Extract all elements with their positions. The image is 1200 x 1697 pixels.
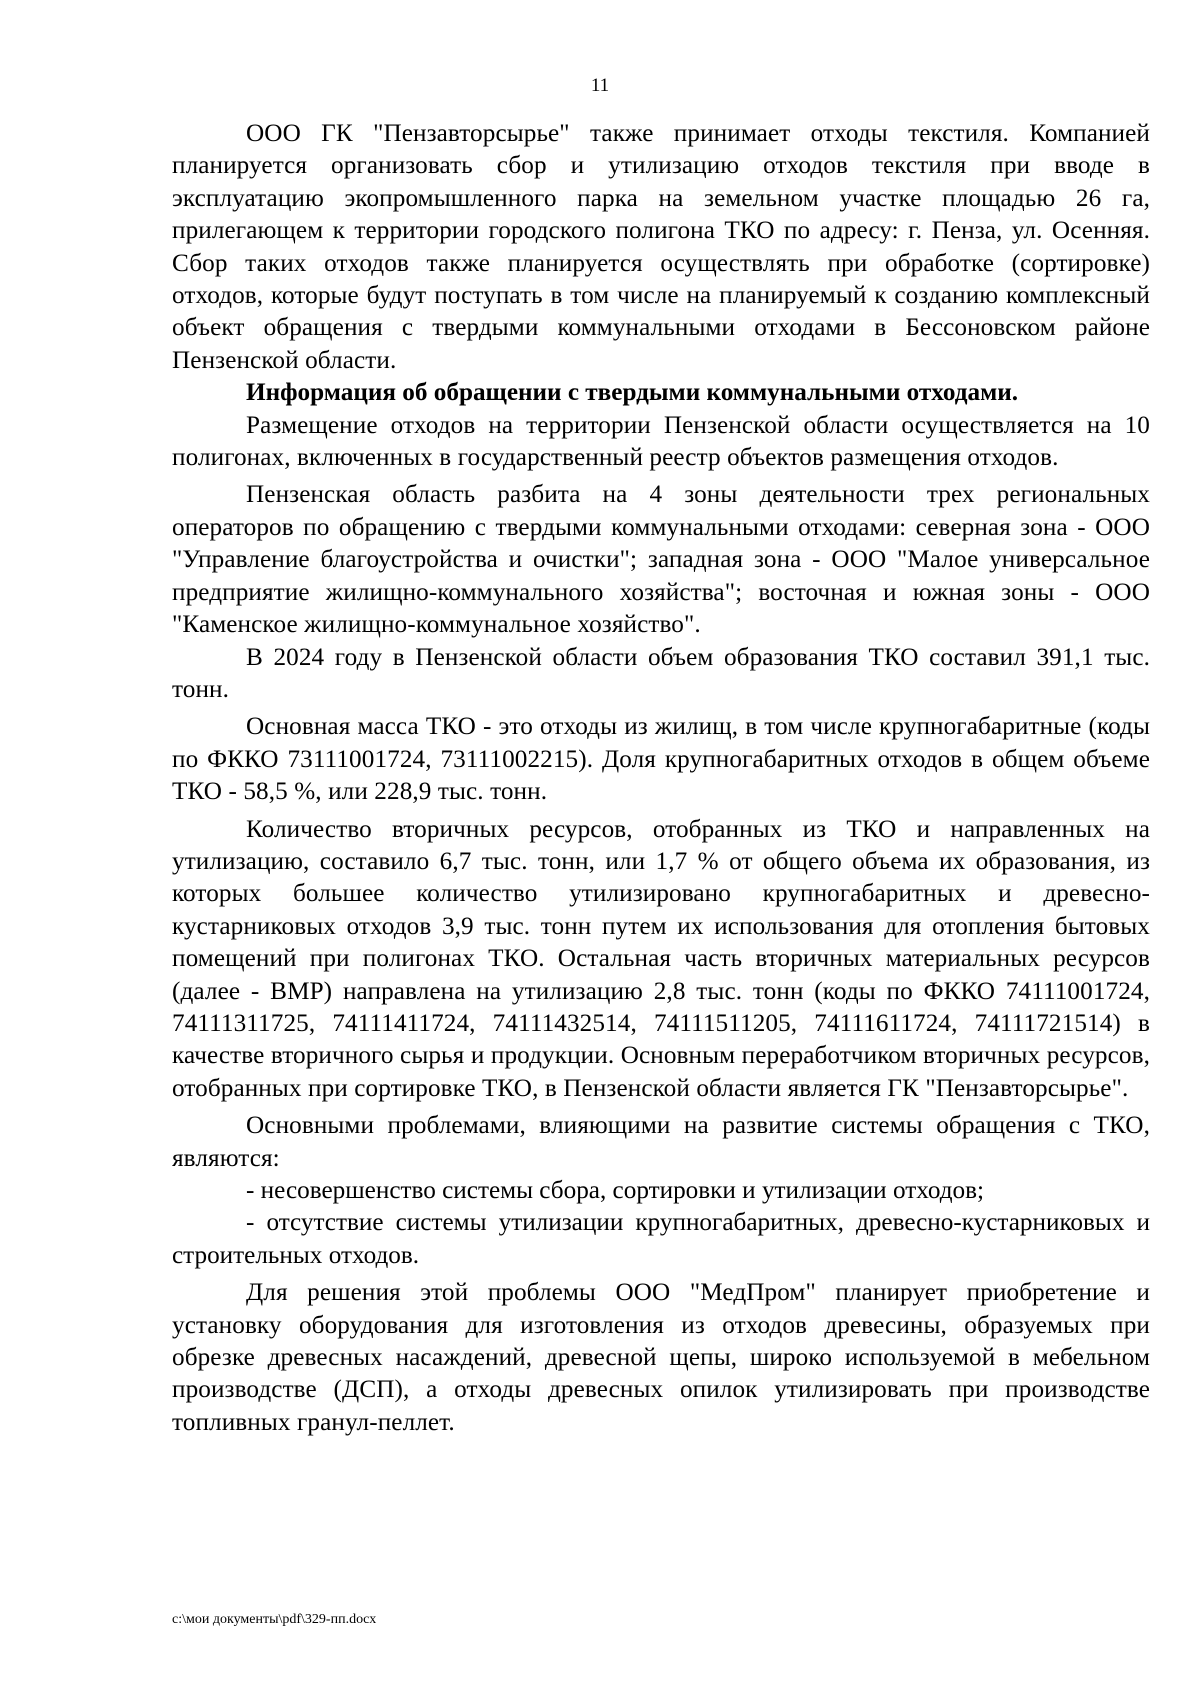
paragraph-problems-intro: Основными проблемами, влияющими на развитие системы обращения с ТКО, являются:: [172, 1112, 1150, 1172]
paragraph-2024-volume: В 2024 году в Пензенской области объем образования ТКО составил 391,1 тыс. тонн.: [172, 643, 1150, 703]
page-number: 11: [590, 75, 610, 96]
list-item-problem-1: - несовершенство системы сбора, сортировки и утилизации отходов;: [246, 1177, 985, 1204]
paragraph-bulky-waste: Основная масса ТКО - это отходы из жилищ, в том числе крупногабаритные (коды по ФККО 73111001724, 73111002215). Доля крупногабаритных отходов в общем объеме ТКО - 58,5 %, или 228,9 тыс. тонн.: [172, 713, 1150, 806]
paragraph-operator-zones: Пензенская область разбита на 4 зоны деятельности трех региональных операторов по обращению с твердыми коммунальными отходами: северная зона - ООО "Управление благоустройства и очистки"; западная зона - ООО "Малое универсальное предприятие жилищно-коммунального хозяйства"; восточная и южная зоны - ООО "Каменское жилищно-коммунальное хозяйство".: [172, 481, 1150, 639]
paragraph-textile-waste: ООО ГК "Пензавторсырье" также принимает отходы текстиля. Компанией планируется организовать сбор и утилизацию отходов текстиля при вводе в эксплуатацию экопромышленного парка на земельном участке площадью 26 га, прилегающем к территории городского полигона ТКО по адресу: г. Пенза, ул. Осенняя. Сбор таких отходов также планируется осуществлять при обработке (сортировке) отходов, которые будут поступать в том числе на планируемый к созданию комплексный объект обращения с твердыми коммунальными отходами в Бессоновском районе Пензенской области.: [172, 120, 1150, 374]
footer-file-path: c:\мои документы\pdf\329-пп.docx: [172, 1612, 377, 1627]
paragraph-secondary-resources: Количество вторичных ресурсов, отобранных из ТКО и направленных на утилизацию, составило 6,7 тыс. тонн, или 1,7 % от общего объема их образования, из которых большее количество утилизировано крупногабаритных и древесно-кустарниковых отходов 3,9 тыс. тонн путем их использования для отопления бытовых помещений при полигонах ТКО. Остальная часть вторичных материальных ресурсов (далее - ВМР) направлена на утилизацию 2,8 тыс. тонн (коды по ФККО 74111001724, 74111311725, 74111411724, 74111432514, 74111511205, 74111611724, 74111721514) в качестве вторичного сырья и продукции. Основным переработчиком вторичных ресурсов, отобранных при сортировке ТКО, в Пензенской области является ГК "Пензавторсырье".: [172, 815, 1150, 1102]
paragraph-medprom-solution: Для решения этой проблемы ООО "МедПром" планирует приобретение и установку оборудования для изготовления из отходов древесины, образуемых при обрезке древесных насаждений, древесной щепы, широко используемой в мебельном производстве (ДСП), а отходы древесных опилок утилизировать при производстве топливных гранул-пеллет.: [172, 1279, 1150, 1436]
section-heading-msw: Информация об обращении с твердыми коммунальными отходами.: [246, 379, 1019, 407]
list-item-problem-2: - отсутствие системы утилизации крупногабаритных, древесно-кустарниковых и строительных отходов.: [172, 1209, 1150, 1269]
paragraph-landfills: Размещение отходов на территории Пензенской области осуществляется на 10 полигонах, включенных в государственный реестр объектов размещения отходов.: [172, 411, 1150, 472]
document-body: [172, 118, 1150, 1439]
